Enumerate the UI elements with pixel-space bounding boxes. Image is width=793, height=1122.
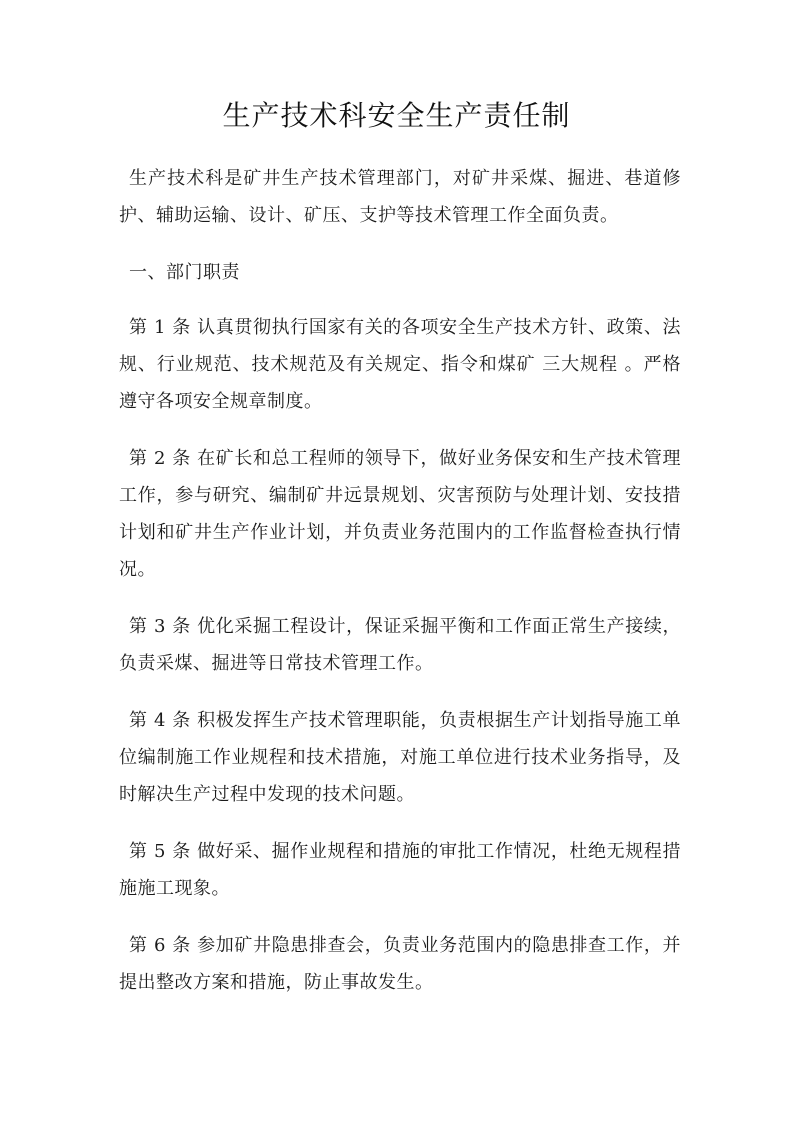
document-title: 生产技术科安全生产责任制 xyxy=(222,99,571,132)
article-3-paragraph: 第 3 条 优化采掘工程设计，保证采掘平衡和工作面正常生产接续，负责采煤、掘进等日常技术管理工作。 xyxy=(119,616,681,674)
article-2-paragraph: 第 2 条 在矿长和总工程师的领导下，做好业务保安和生产技术管理工作，参与研究、编制矿井远景规划、灾害预防与处理计划、安技措计划和矿井生产作业计划，并负责业务范围内的工作监督检查执行情况。 xyxy=(119,448,681,580)
article-6-paragraph: 第 6 条 参加矿井隐患排查会，负责业务范围内的隐患排查工作，并提出整改方案和措施，防止事故发生。 xyxy=(119,935,681,993)
article-4-paragraph: 第 4 条 积极发挥生产技术管理职能，负责根据生产计划指导施工单位编制施工作业规程和技术措施，对施工单位进行技术业务指导，及时解决生产过程中发现的技术问题。 xyxy=(119,710,681,805)
section-heading: 一、部门职责 xyxy=(129,262,240,283)
intro-paragraph: 生产技术科是矿井生产技术管理部门，对矿井采煤、掘进、巷道修护、辅助运输、设计、矿压、支护等技术管理工作全面负责。 xyxy=(119,168,681,226)
article-5-paragraph: 第 5 条 做好采、掘作业规程和措施的审批工作情况，杜绝无规程措施施工现象。 xyxy=(119,841,681,899)
article-1-paragraph: 第 1 条 认真贯彻执行国家有关的各项安全生产技术方针、政策、法规、行业规范、技术规范及有关规定、指令和煤矿 三大规程 。严格遵守各项安全规章制度。 xyxy=(119,317,681,412)
document-body xyxy=(119,160,681,1021)
